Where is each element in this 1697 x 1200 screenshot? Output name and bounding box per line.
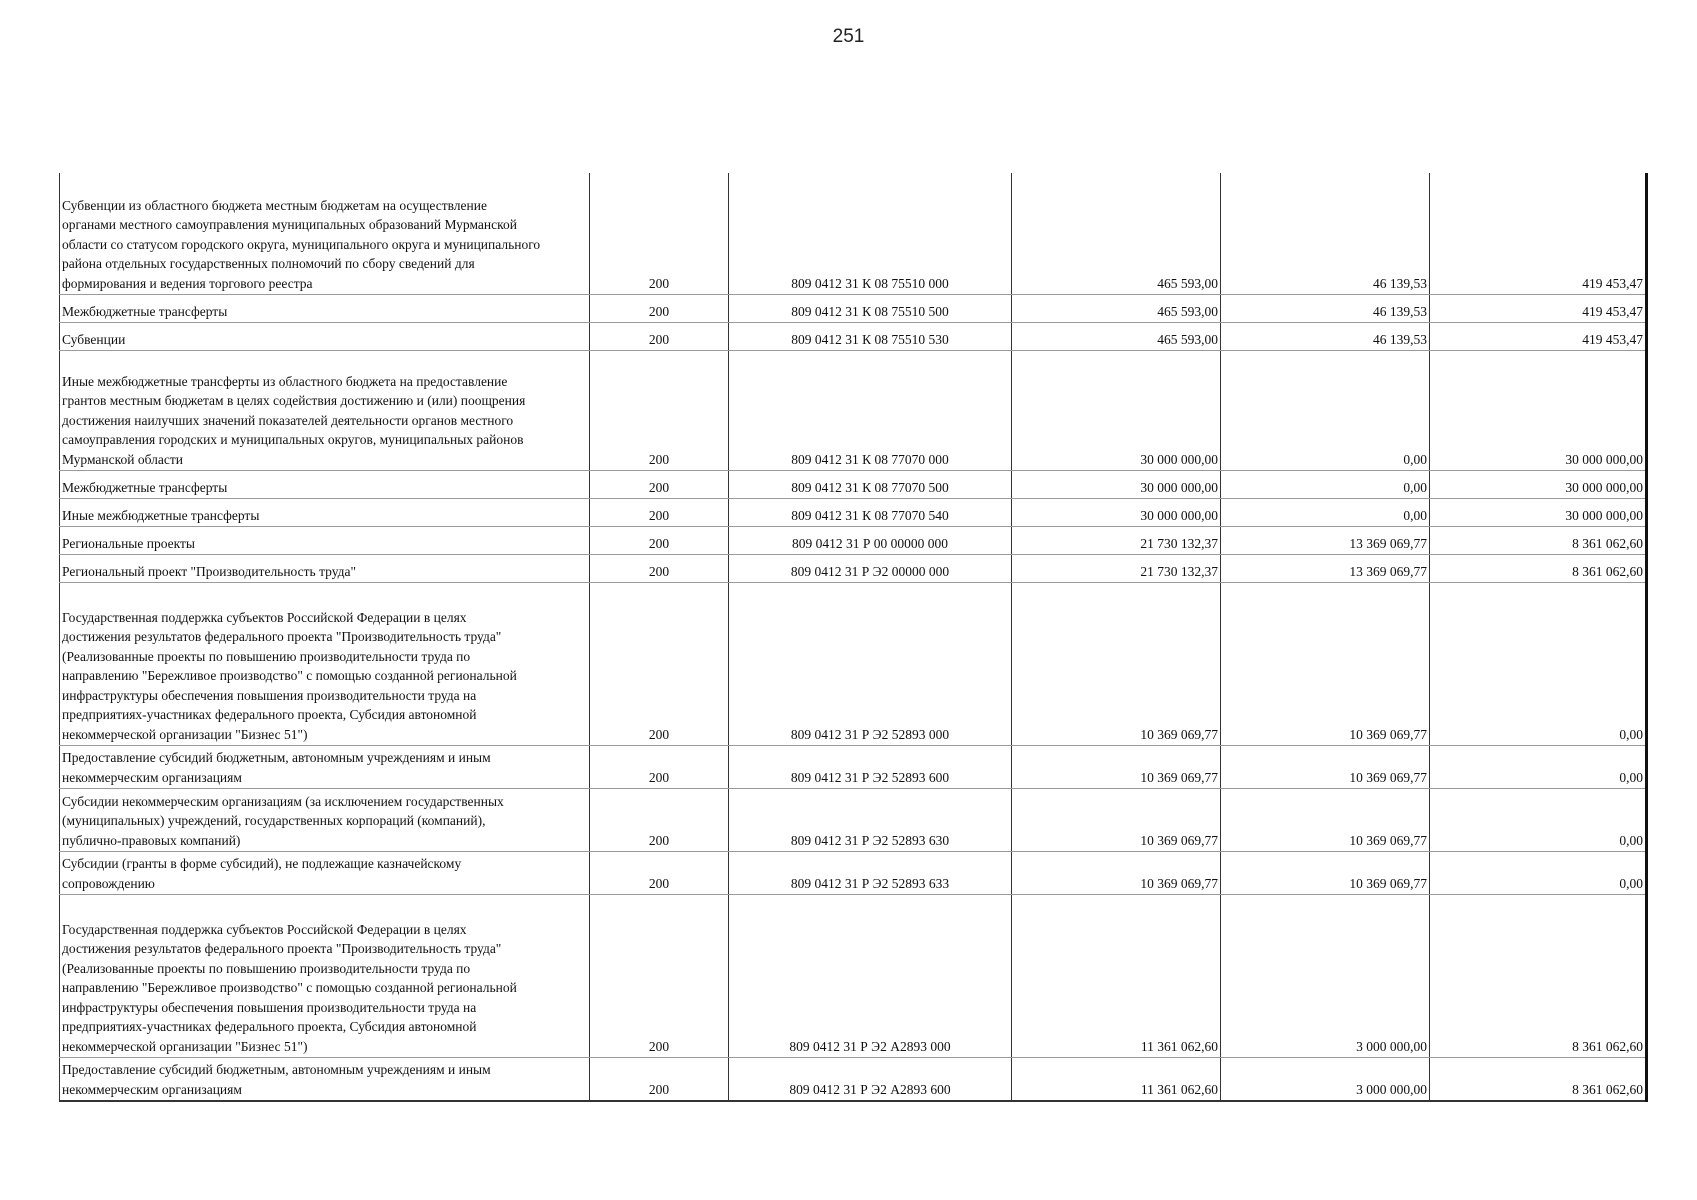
approved-amount-cell: 21 730 132,37: [1012, 555, 1221, 583]
classification-code-cell: 809 0412 31 Р Э2 52893 630: [729, 789, 1012, 852]
table-row: [60, 351, 1647, 471]
unexecuted-amount-cell: 419 453,47: [1430, 323, 1647, 351]
line-code-cell: 200: [590, 323, 729, 351]
table-row: [60, 471, 1647, 499]
unexecuted-amount-cell: 8 361 062,60: [1430, 555, 1647, 583]
approved-amount-cell: 30 000 000,00: [1012, 351, 1221, 471]
budget-execution-table: [59, 173, 1648, 1102]
expense-name-cell: Субвенции: [60, 323, 590, 351]
executed-amount-cell: 13 369 069,77: [1221, 555, 1430, 583]
line-code-cell: 200: [590, 852, 729, 895]
executed-amount-cell: 10 369 069,77: [1221, 746, 1430, 789]
expense-name-cell: Субсидии некоммерческим организациям (за исключением государственных (муниципальных) учреждений, государственных корпораций (компаний), публично-правовых компаний): [60, 789, 590, 852]
expense-name-cell: Региональный проект "Производительность труда": [60, 555, 590, 583]
executed-amount-cell: 0,00: [1221, 471, 1430, 499]
line-code-cell: 200: [590, 789, 729, 852]
executed-amount-cell: 0,00: [1221, 499, 1430, 527]
approved-amount-cell: 465 593,00: [1012, 173, 1221, 295]
classification-code-cell: 809 0412 31 Р Э2 А2893 600: [729, 1058, 1012, 1102]
table-row: [60, 499, 1647, 527]
unexecuted-amount-cell: 30 000 000,00: [1430, 471, 1647, 499]
approved-amount-cell: 21 730 132,37: [1012, 527, 1221, 555]
executed-amount-cell: 0,00: [1221, 351, 1430, 471]
unexecuted-amount-cell: 30 000 000,00: [1430, 499, 1647, 527]
classification-code-cell: 809 0412 31 Р Э2 52893 633: [729, 852, 1012, 895]
line-code-cell: 200: [590, 351, 729, 471]
table-row: [60, 527, 1647, 555]
line-code-cell: 200: [590, 746, 729, 789]
table-row: [60, 295, 1647, 323]
table-row: [60, 789, 1647, 852]
approved-amount-cell: 30 000 000,00: [1012, 471, 1221, 499]
expense-name-cell: Государственная поддержка субъектов Российской Федерации в целях достижения результатов федерального проекта "Производительность труда" (Реализованные проекты по повышению производительности труда по направлению "Бережливое производство" с помощью созданной региональной инфраструктуры обеспечения повышения производительности труда на предприятиях-участниках федерального проекта, Субсидия автономной некоммерческой организации "Бизнес 51"): [60, 583, 590, 746]
unexecuted-amount-cell: 0,00: [1430, 746, 1647, 789]
unexecuted-amount-cell: 419 453,47: [1430, 295, 1647, 323]
table-row: [60, 895, 1647, 1058]
table-row: [60, 323, 1647, 351]
executed-amount-cell: 46 139,53: [1221, 295, 1430, 323]
classification-code-cell: 809 0412 31 К 08 77070 000: [729, 351, 1012, 471]
expense-name-cell: Субсидии (гранты в форме субсидий), не подлежащие казначейскому сопровождению: [60, 852, 590, 895]
expense-name-cell: Предоставление субсидий бюджетным, автономным учреждениям и иным некоммерческим организациям: [60, 746, 590, 789]
classification-code-cell: 809 0412 31 К 08 75510 530: [729, 323, 1012, 351]
expense-name-cell: Межбюджетные трансферты: [60, 471, 590, 499]
executed-amount-cell: 46 139,53: [1221, 173, 1430, 295]
approved-amount-cell: 30 000 000,00: [1012, 499, 1221, 527]
expense-name-cell: Государственная поддержка субъектов Российской Федерации в целях достижения результатов федерального проекта "Производительность труда" (Реализованные проекты по повышению производительности труда по направлению "Бережливое производство" с помощью созданной региональной инфраструктуры обеспечения повышения производительности труда на предприятиях-участниках федерального проекта, Субсидия автономной некоммерческой организации "Бизнес 51"): [60, 895, 590, 1058]
approved-amount-cell: 10 369 069,77: [1012, 789, 1221, 852]
approved-amount-cell: 11 361 062,60: [1012, 895, 1221, 1058]
table-row: [60, 1058, 1647, 1102]
line-code-cell: 200: [590, 527, 729, 555]
line-code-cell: 200: [590, 1058, 729, 1102]
classification-code-cell: 809 0412 31 К 08 77070 500: [729, 471, 1012, 499]
executed-amount-cell: 10 369 069,77: [1221, 583, 1430, 746]
table-row: [60, 555, 1647, 583]
unexecuted-amount-cell: 8 361 062,60: [1430, 895, 1647, 1058]
unexecuted-amount-cell: 0,00: [1430, 852, 1647, 895]
expense-name-cell: Предоставление субсидий бюджетным, автономным учреждениям и иным некоммерческим организациям: [60, 1058, 590, 1102]
unexecuted-amount-cell: 0,00: [1430, 789, 1647, 852]
approved-amount-cell: 465 593,00: [1012, 323, 1221, 351]
line-code-cell: 200: [590, 499, 729, 527]
expense-name-cell: Межбюджетные трансферты: [60, 295, 590, 323]
expense-name-cell: Иные межбюджетные трансферты из областного бюджета на предоставление грантов местным бюджетам в целях содействия достижению и (или) поощрения достижения наилучших значений показателей деятельности органов местного самоуправления городских и муниципальных округов, муниципальных районов Мурманской области: [60, 351, 590, 471]
classification-code-cell: 809 0412 31 Р Э2 52893 000: [729, 583, 1012, 746]
classification-code-cell: 809 0412 31 Р Э2 52893 600: [729, 746, 1012, 789]
executed-amount-cell: 10 369 069,77: [1221, 852, 1430, 895]
unexecuted-amount-cell: 419 453,47: [1430, 173, 1647, 295]
classification-code-cell: 809 0412 31 Р Э2 00000 000: [729, 555, 1012, 583]
executed-amount-cell: 10 369 069,77: [1221, 789, 1430, 852]
approved-amount-cell: 465 593,00: [1012, 295, 1221, 323]
unexecuted-amount-cell: 0,00: [1430, 583, 1647, 746]
line-code-cell: 200: [590, 583, 729, 746]
executed-amount-cell: 46 139,53: [1221, 323, 1430, 351]
table-row: [60, 173, 1647, 295]
approved-amount-cell: 11 361 062,60: [1012, 1058, 1221, 1102]
line-code-cell: 200: [590, 295, 729, 323]
unexecuted-amount-cell: 8 361 062,60: [1430, 527, 1647, 555]
classification-code-cell: 809 0412 31 К 08 77070 540: [729, 499, 1012, 527]
line-code-cell: 200: [590, 173, 729, 295]
classification-code-cell: 809 0412 31 Р Э2 А2893 000: [729, 895, 1012, 1058]
unexecuted-amount-cell: 8 361 062,60: [1430, 1058, 1647, 1102]
expense-name-cell: Региональные проекты: [60, 527, 590, 555]
classification-code-cell: 809 0412 31 К 08 75510 000: [729, 173, 1012, 295]
table-row: [60, 852, 1647, 895]
approved-amount-cell: 10 369 069,77: [1012, 583, 1221, 746]
executed-amount-cell: 3 000 000,00: [1221, 895, 1430, 1058]
expense-name-cell: Иные межбюджетные трансферты: [60, 499, 590, 527]
unexecuted-amount-cell: 30 000 000,00: [1430, 351, 1647, 471]
page-number: 251: [832, 26, 865, 47]
line-code-cell: 200: [590, 471, 729, 499]
expense-name-cell: Субвенции из областного бюджета местным бюджетам на осуществление органами местного самоуправления муниципальных образований Мурманской области со статусом городского округа, муниципального округа и муниципального района отдельных государственных полномочий по сбору сведений для формирования и ведения торгового реестра: [60, 173, 590, 295]
approved-amount-cell: 10 369 069,77: [1012, 852, 1221, 895]
executed-amount-cell: 3 000 000,00: [1221, 1058, 1430, 1102]
line-code-cell: 200: [590, 895, 729, 1058]
executed-amount-cell: 13 369 069,77: [1221, 527, 1430, 555]
table-row: [60, 746, 1647, 789]
line-code-cell: 200: [590, 555, 729, 583]
table-row: [60, 583, 1647, 746]
classification-code-cell: 809 0412 31 К 08 75510 500: [729, 295, 1012, 323]
classification-code-cell: 809 0412 31 Р 00 00000 000: [729, 527, 1012, 555]
approved-amount-cell: 10 369 069,77: [1012, 746, 1221, 789]
